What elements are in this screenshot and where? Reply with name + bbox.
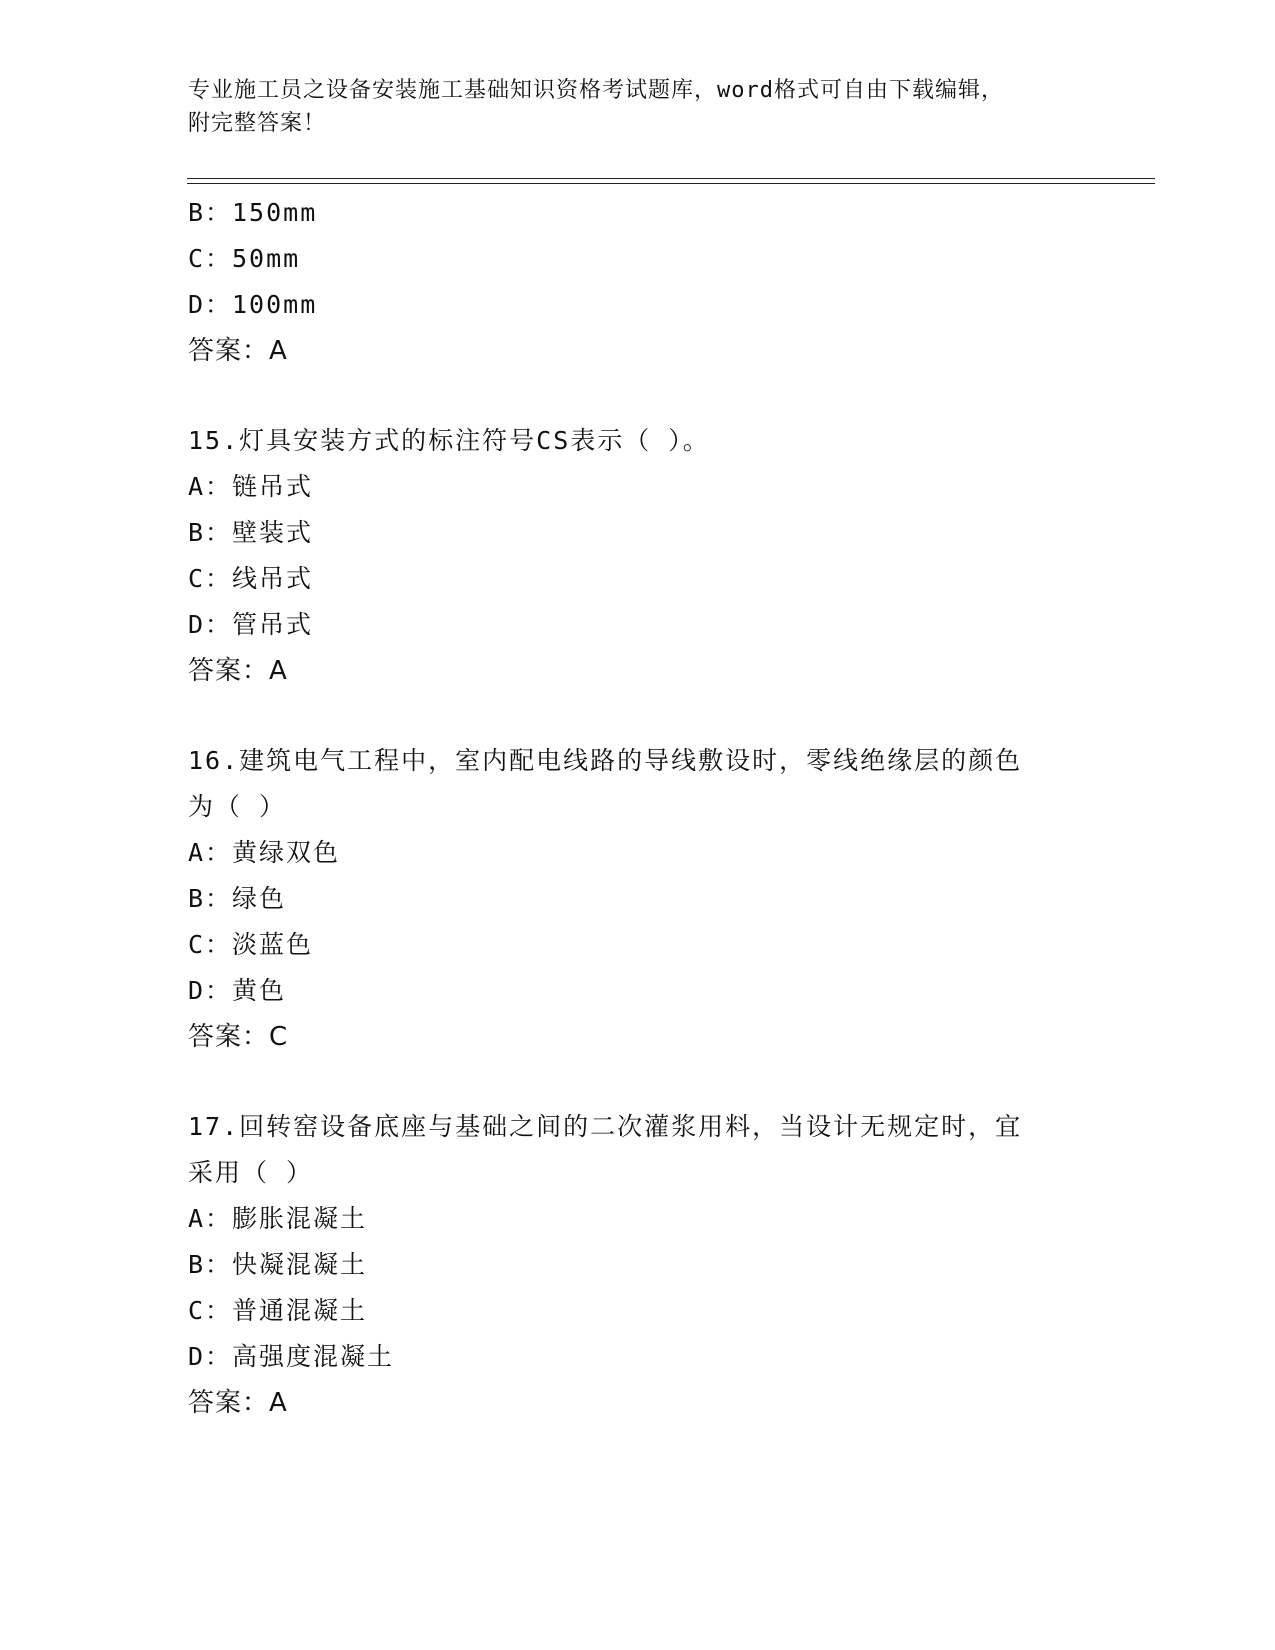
header-divider-bottom (187, 183, 1155, 184)
option-c: C：50mm (188, 244, 301, 273)
option-c: C：淡蓝色 (188, 930, 314, 959)
option-c: C：普通混凝土 (188, 1296, 368, 1325)
answer-label: 答案：C (188, 1022, 289, 1052)
question-text-line1: 17.回转窑设备底座与基础之间的二次灌浆用料，当设计无规定时，宜 (188, 1112, 1023, 1141)
option-d: D：高强度混凝土 (188, 1342, 395, 1371)
option-b: B：绿色 (188, 884, 287, 913)
option-c: C：线吊式 (188, 564, 314, 593)
option-a: A：膨胀混凝土 (188, 1204, 368, 1233)
option-a: A：黄绿双色 (188, 838, 341, 867)
option-d: D：100mm (188, 290, 318, 319)
header-title-line2: 附完整答案！ (188, 111, 327, 136)
option-a: A：链吊式 (188, 472, 314, 501)
question-17 (188, 1104, 1088, 1426)
question-15 (188, 418, 1088, 694)
question-text-line1: 16.建筑电气工程中，室内配电线路的导线敷设时，零线绝缘层的颜色 (188, 746, 1023, 775)
question-text: 15.灯具安装方式的标注符号CS表示（ ）。 (188, 426, 710, 455)
question-text-line2: 采用（ ） (188, 1158, 314, 1187)
answer-label: 答案：A (188, 1388, 288, 1418)
header-title-line1: 专业施工员之设备安装施工基础知识资格考试题库，word格式可自由下载编辑， (188, 78, 1004, 103)
option-b: B：150mm (188, 198, 318, 227)
option-b: B：壁装式 (188, 518, 314, 547)
page-header (188, 74, 1088, 140)
question-list (188, 190, 1088, 1426)
question-text-line2: 为（ ） (188, 792, 287, 821)
question-14-tail (188, 190, 1088, 374)
question-16 (188, 738, 1088, 1060)
answer-label: 答案：A (188, 336, 288, 366)
option-b: B：快凝混凝土 (188, 1250, 368, 1279)
option-d: D：管吊式 (188, 610, 314, 639)
header-divider-top (187, 178, 1155, 179)
answer-label: 答案：A (188, 656, 288, 686)
option-d: D：黄色 (188, 976, 287, 1005)
